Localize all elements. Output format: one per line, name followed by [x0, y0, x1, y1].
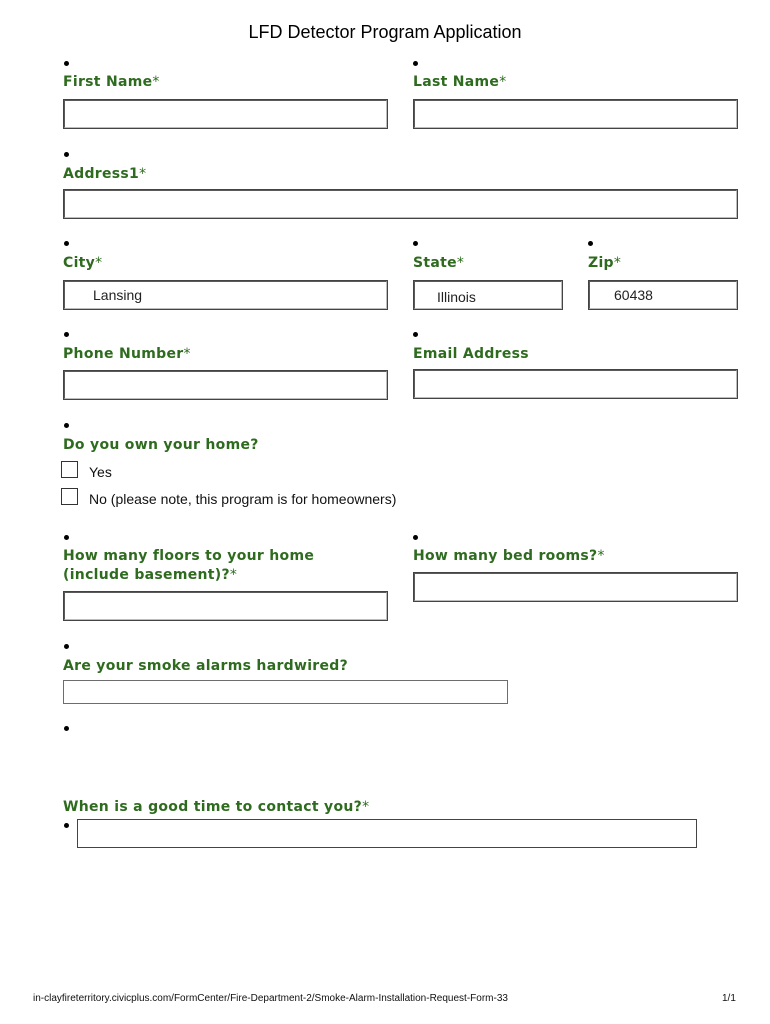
yes-checkbox[interactable] — [61, 461, 78, 478]
bullet — [64, 332, 69, 337]
floors-field[interactable] — [63, 591, 388, 621]
phone-label: Phone Number* — [63, 346, 191, 362]
floors-label-line1: How many floors to your home — [63, 548, 315, 564]
bullet — [64, 535, 69, 540]
state-label: State* — [413, 255, 465, 271]
email-field[interactable] — [413, 369, 738, 399]
bullet — [64, 241, 69, 246]
bedrooms-label: How many bed rooms?* — [413, 548, 605, 564]
last-name-label: Last Name* — [413, 74, 507, 90]
bullet — [64, 644, 69, 649]
own-home-label: Do you own your home? — [63, 437, 259, 453]
hardwired-field[interactable] — [63, 680, 508, 704]
bullet — [64, 152, 69, 157]
bullet — [413, 61, 418, 66]
bullet — [64, 726, 69, 731]
phone-field[interactable] — [63, 370, 388, 400]
bullet — [64, 423, 69, 428]
zip-field[interactable]: 60438 — [588, 280, 738, 310]
first-name-field[interactable] — [63, 99, 388, 129]
page-number: 1/1 — [722, 993, 736, 1004]
address1-field[interactable] — [63, 189, 738, 219]
contact-time-label: When is a good time to contact you?* — [63, 799, 370, 815]
city-field[interactable]: Lansing — [63, 280, 388, 310]
last-name-field[interactable] — [413, 99, 738, 129]
bullet — [64, 61, 69, 66]
yes-option-label: Yes — [89, 464, 112, 480]
form-title: LFD Detector Program Application — [248, 22, 522, 42]
bullet — [413, 241, 418, 246]
first-name-label: First Name* — [63, 74, 160, 90]
bullet — [413, 535, 418, 540]
no-option-label: No (please note, this program is for homeowners) — [89, 491, 397, 507]
floors-label-line2: (include basement)?* — [63, 567, 238, 583]
no-checkbox[interactable] — [61, 488, 78, 505]
email-label: Email Address — [413, 346, 529, 362]
address1-label: Address1* — [63, 166, 147, 182]
hardwired-label: Are your smoke alarms hardwired? — [63, 658, 349, 674]
bullet — [413, 332, 418, 337]
bullet — [64, 823, 69, 828]
zip-label: Zip* — [588, 255, 622, 271]
state-field[interactable]: Illinois — [413, 280, 563, 310]
city-label: City* — [63, 255, 103, 271]
contact-time-field[interactable] — [77, 819, 697, 848]
floors-label — [63, 547, 314, 585]
bedrooms-field[interactable] — [413, 572, 738, 602]
bullet — [588, 241, 593, 246]
footer-url: in-clayfireterritory.civicplus.com/FormCenter/Fire-Department-2/Smoke-Alarm-Installation-Request-Form-33 — [33, 993, 508, 1004]
